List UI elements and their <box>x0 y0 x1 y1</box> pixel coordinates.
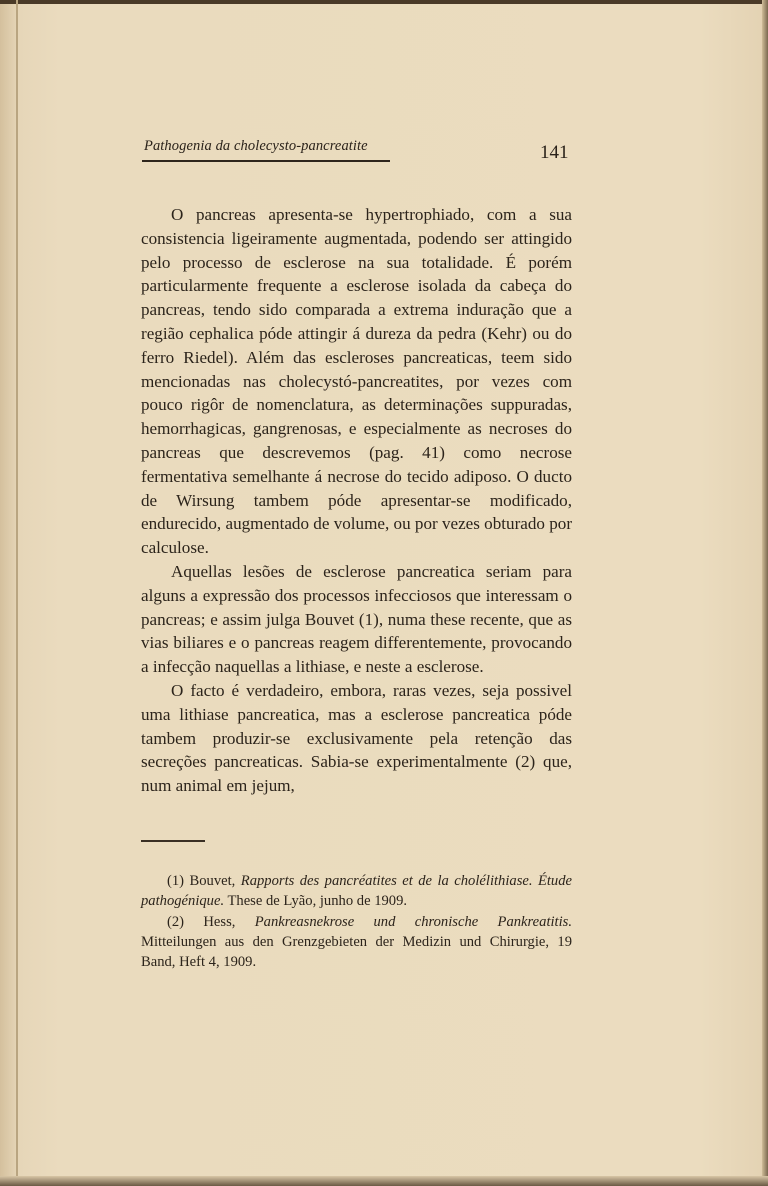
footnotes <box>141 871 572 972</box>
running-head: Pathogenia da cholecysto-pancreatite <box>144 138 368 154</box>
footnote-rule <box>141 840 205 842</box>
footnote-marker: (1) <box>167 873 185 889</box>
footnote <box>141 912 572 973</box>
page-right-edge <box>762 0 768 1186</box>
footnote-marker: (2) <box>167 913 185 930</box>
page-top-edge <box>0 0 768 4</box>
body-text <box>141 203 572 798</box>
footnote-author: Bouvet, <box>189 873 236 889</box>
running-head-rule <box>142 160 390 162</box>
footnote-details: These de Lyão, junho de 1909. <box>227 893 408 910</box>
paragraph: O facto é verdadeiro, embora, raras vezes, seja possivel uma lithiase pancreatica, mas a esclerose pancreatica póde tambem produzir-se exclusivamente pela retenção das secreções pancreaticas. Sabia-se experimentalmente (2) que, num animal em jejum, <box>141 680 572 796</box>
footnote <box>141 871 572 912</box>
page-bottom-edge <box>0 1176 768 1186</box>
footnote-details: Mitteilungen aus den Grenzgebieten der Medizin und Chirurgie, 19 Band, Heft 4, 1909. <box>141 933 572 971</box>
footnote-title: Rapports des pancréatites et de la cholélithiase. Étude pathogénique. <box>141 873 573 910</box>
footnote-title: Pankreasnekrose und chronische Pankreatitis. <box>254 913 572 930</box>
paragraph: O pancreas apresenta-se hypertrophiado, com a sua consistencia ligeiramente augmentada, podendo ser attingido pelo processo de esclerose na sua totalidade. É porém particularmente frequente a esclerose isolada da cabeça do pancreas, tendo sido comparada a extrema induração que a região cephalica póde attingir á dureza da pedra (Kehr) ou do ferro Riedel). Além das escleroses pancreaticas, teem sido mencionadas nas cholecystó-pancreatites, por vezes com pouco rigôr de nomenclatura, as determinações suppuradas, hemorrhagicas, gangrenosas, e especialmente as necroses do pancreas que descrevemos (pag. 41) como necrose fermentativa semelhante á necrose do tecido adiposo. O ducto de Wirsung tambem póde apresentar-se modificado, endurecido, augmentado de volume, ou por vezes obturado por calculose. <box>141 205 573 558</box>
paragraph: Aquellas lesões de esclerose pancreatica seriam para alguns a expressão dos processos infecciosos que interessam o pancreas; e assim julga Bouvet (1), numa these recente, que as vias biliares e o pancreas reagem differentemente, provocando a infecção naquellas a lithiase, e neste a esclerose. <box>141 561 572 677</box>
footnote-author: Hess, <box>203 913 236 930</box>
book-gutter <box>16 0 18 1186</box>
page-number: 141 <box>540 142 569 163</box>
